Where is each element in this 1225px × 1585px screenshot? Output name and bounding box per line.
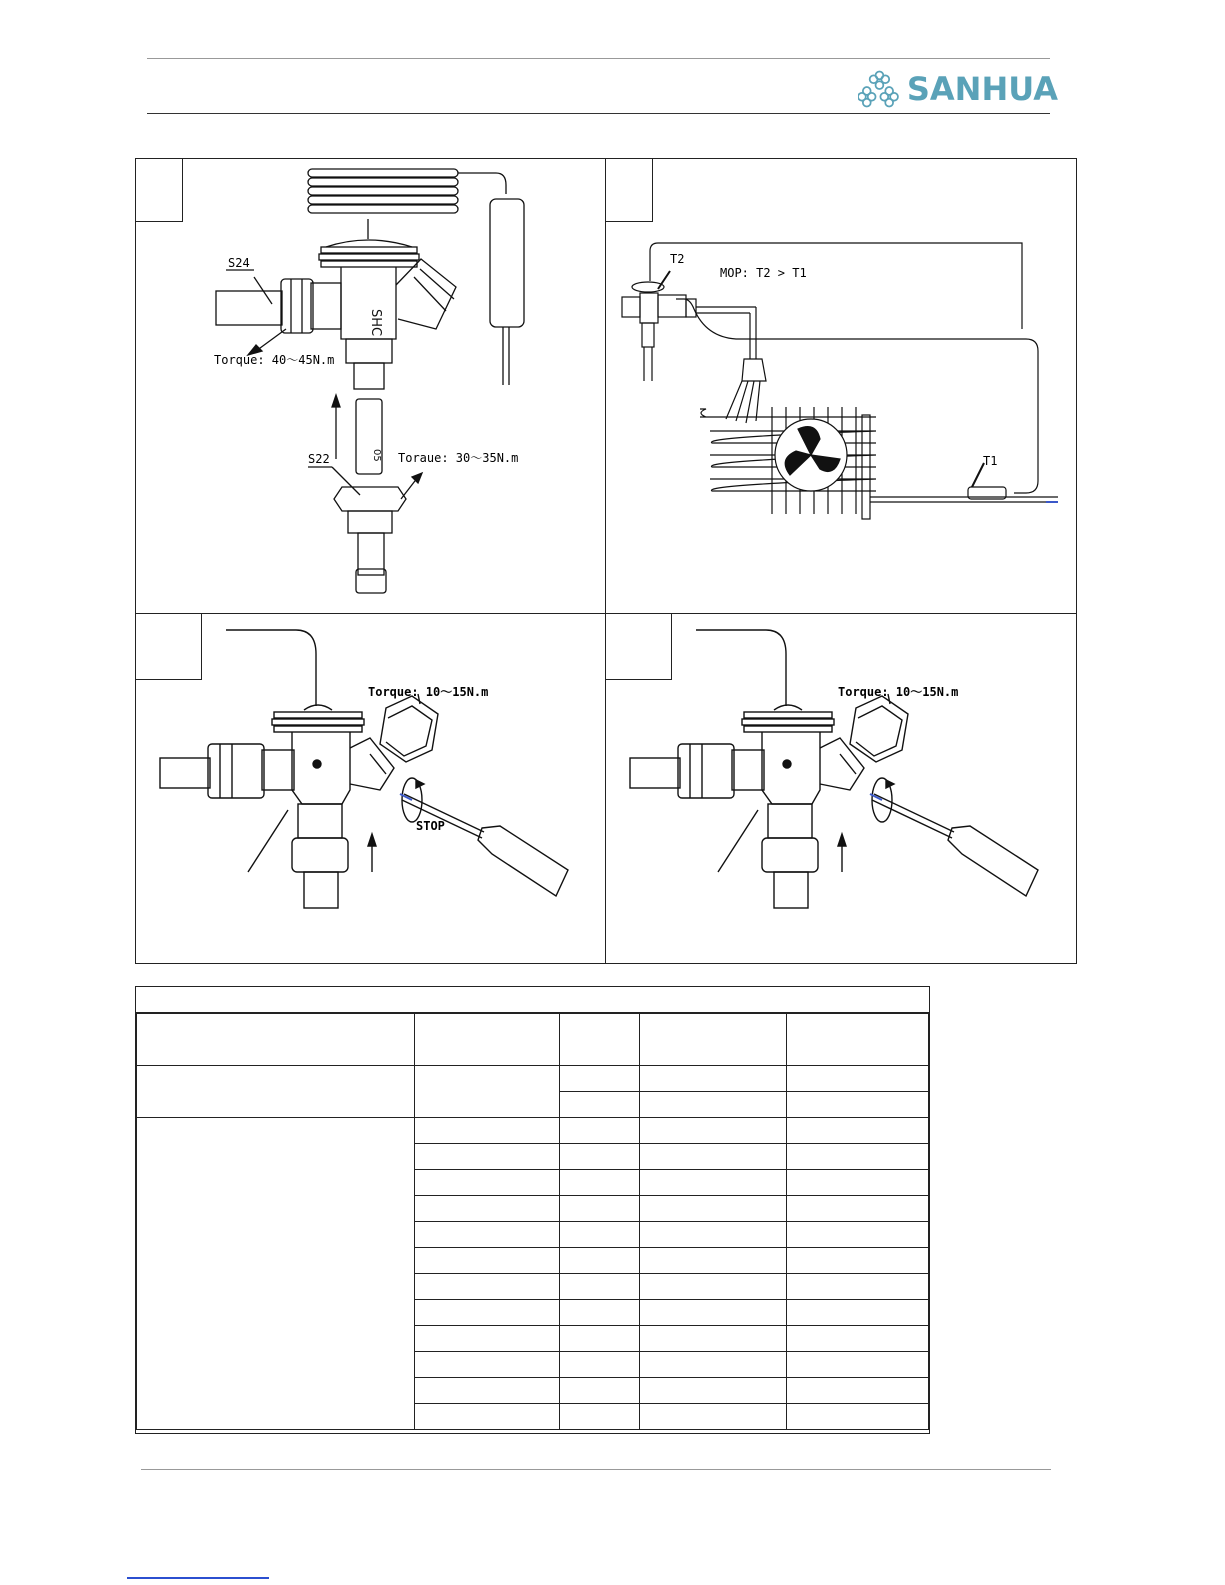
outlet-nut-icon xyxy=(334,487,406,593)
spec-table-grid xyxy=(136,1013,929,1430)
panel-adjust xyxy=(605,613,1077,964)
panel-valve-install xyxy=(135,158,607,615)
cap-nut-icon xyxy=(850,694,908,762)
sensing-bulb-icon xyxy=(490,199,524,385)
panel-bulb-placement xyxy=(605,158,1077,615)
footer-link-underline[interactable] xyxy=(127,1577,269,1579)
header-cell xyxy=(560,1014,640,1066)
diaphragm-head-icon xyxy=(319,240,419,267)
header-cell xyxy=(787,1014,929,1066)
label-s24: S24 xyxy=(228,256,250,270)
diaphragm-head-icon xyxy=(272,705,364,732)
screwdriver-icon xyxy=(872,794,1038,896)
table-cell xyxy=(137,1066,415,1118)
torque-cap-label: Torque: 10～15N.m xyxy=(838,685,959,699)
header-top-rule xyxy=(147,58,1050,59)
table-header-row xyxy=(137,1014,929,1066)
valve-body-mark: SHC xyxy=(368,309,383,337)
valve-body-icon xyxy=(630,732,864,908)
spec-table xyxy=(135,986,930,1434)
brand-logo xyxy=(858,66,1058,112)
spec-table-title xyxy=(136,987,929,1013)
cap-nut-icon xyxy=(380,694,438,762)
table-cell xyxy=(414,1066,560,1118)
mop-note: MOP: T2 > T1 xyxy=(720,266,807,280)
adjust-stop-drawing xyxy=(136,614,606,963)
torque-inlet-label: Torque: 40～45N.m xyxy=(214,353,335,367)
label-s22: S22 xyxy=(308,452,330,466)
table-row xyxy=(137,1118,929,1144)
panel-adjust-stop xyxy=(135,613,607,964)
valve-small-icon xyxy=(622,282,756,381)
stop-label: STOP xyxy=(416,819,445,833)
torque-cap-label: Torque: 10～15N.m xyxy=(368,685,489,699)
screwdriver-icon xyxy=(402,794,568,896)
valve-body-icon xyxy=(160,732,394,908)
valve-install-drawing xyxy=(136,159,606,614)
distributor-icon xyxy=(726,359,766,423)
table-row xyxy=(137,1066,929,1092)
valve-body-icon xyxy=(216,259,456,389)
table-cell xyxy=(137,1118,415,1430)
bulb-placement-drawing xyxy=(606,159,1076,614)
header-cell xyxy=(640,1014,787,1066)
footer-rule xyxy=(141,1469,1051,1470)
header-bottom-rule xyxy=(147,113,1050,114)
header-cell xyxy=(414,1014,560,1066)
fan-icon xyxy=(775,419,847,491)
torque-outlet-label: Toraue: 30～35N.m xyxy=(398,451,519,465)
tube-mark: 05 xyxy=(371,449,382,462)
adjust-drawing xyxy=(606,614,1076,963)
diaphragm-head-icon xyxy=(742,705,834,732)
header-cell xyxy=(137,1014,415,1066)
flower-logo-icon xyxy=(858,67,901,111)
capillary-coil-icon xyxy=(308,169,506,213)
label-t2: T2 xyxy=(670,252,685,266)
label-t1: T1 xyxy=(983,454,998,468)
brand-name: SANHUA xyxy=(906,70,1058,108)
